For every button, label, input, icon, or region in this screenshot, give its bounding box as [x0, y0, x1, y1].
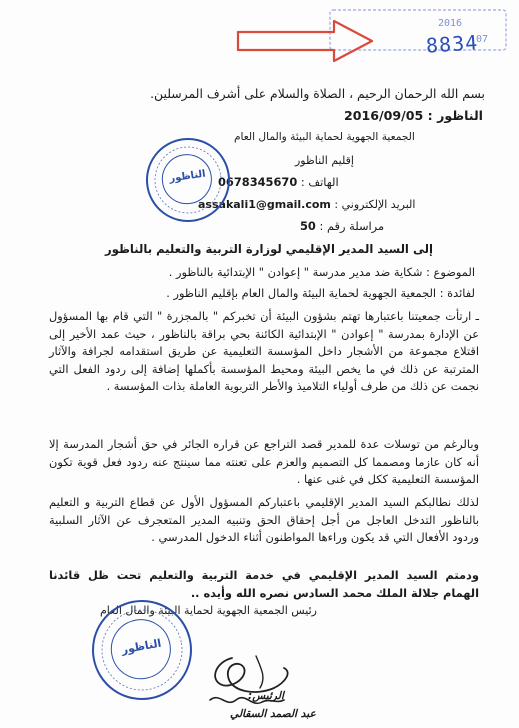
phone-line [218, 175, 339, 189]
cc-line: لفائدة : الجمعية الجهوية لحماية البيئة والمال العام بإقليم الناظور . [166, 286, 475, 300]
association-seal-bottom [84, 592, 200, 708]
ref-number: 50 [300, 219, 316, 233]
seal-bottom-center-text: الناظور [120, 636, 163, 657]
letter-date: الناظور : 2016/09/05 [343, 108, 483, 123]
phone-label: الهاتف : [300, 175, 339, 189]
ref-label: مراسلة رقم : [319, 219, 385, 233]
body-paragraph-1: ـ ارتأت جمعيتنا باعتبارها تهتم بشؤون البيئة أن تخبركم " بالمجزرة " التي قام بها المسؤول عن الإدارة بمدرسة " إعوادن " الإبتدائية الكائنة بحي براقة بالناظور ، حيث عمد الأخير إلى اقتلاع مجموعة من الأشجار داخل المؤسسة التعليمية عن طريق استقدامه لجرافة والآثار المترتبة عن ذلك في ما يخص البيئة ومحيط المؤسسة بأكملها إضافة إلى ردود الفعل التي نجمت عن ذلك من طرف أولياء التلاميذ والأطر التربوية العاملة بذات المؤسسة . [49, 309, 479, 394]
sender-org: الجمعية الجهوية لحماية البيئة والمال العام [234, 131, 415, 143]
ref-line [300, 219, 384, 233]
stamp-number: 8834 [425, 30, 479, 58]
body-paragraph-4: ودمتم السيد المدير الإقليمي في خدمة التربية والتعليم تحت ظل قائدنا الهمام جلالة الملك محمد السادس نصره الله وأيده .. [49, 568, 479, 600]
closing-title: رئيس الجمعية الجهوية لحماية البيئة والمال العام [100, 604, 317, 617]
body-paragraph-3: لذلك نطالبكم السيد المدير الإقليمي باعتباركم المسؤول الأول عن قطاع التربية و التعليم بالناظور التدخل العاجل من أجل إحقاق الحق وتنبيه المدير المتعجرف عن الآثار السلبية وردود الأفعال التي قد يكون وراءها المواطنون أثناء الدخول المدرسي . [49, 495, 479, 545]
svg-text:07: 07 [476, 34, 489, 45]
recipient: إلى السيد المدير الإقليمي لوزارة التربية والتعليم بالناظور [105, 242, 433, 256]
email-label: البريد الإلكتروني : [334, 198, 416, 211]
subject-line: الموضوع : شكاية ضد مدير مدرسة " إعوادن " الإبتدائية بالناظور . [168, 265, 475, 279]
seal-center-text: الناظور [168, 168, 207, 185]
president-label: الرئيس: [248, 690, 284, 702]
basmala: بسم الله الرحمان الرحيم ، الصلاة والسلام على أشرف المرسلين. [150, 86, 485, 101]
arrow-right-icon [236, 18, 376, 64]
body-paragraph-2: وبالرغم من توسلات عدة للمدير قصد التراجع عن قراره الجائر في حق أشجار المدرسة إلا أنه كان عازما ومصمما كل التصميم والعزم على تعنته مما سينتج عنه ردود فعل قوية تكون المؤسسة التعليمية ككل في غنى عنها . [49, 437, 479, 487]
sender-province: إقليم الناظور [295, 154, 354, 167]
email-address: assakali1@gmail.com [198, 198, 331, 211]
phone-number: 0678345670 [218, 175, 298, 189]
association-seal [141, 133, 236, 228]
svg-text:2016: 2016 [438, 18, 463, 29]
president-name: عبد الصمد السقالي [230, 708, 316, 720]
